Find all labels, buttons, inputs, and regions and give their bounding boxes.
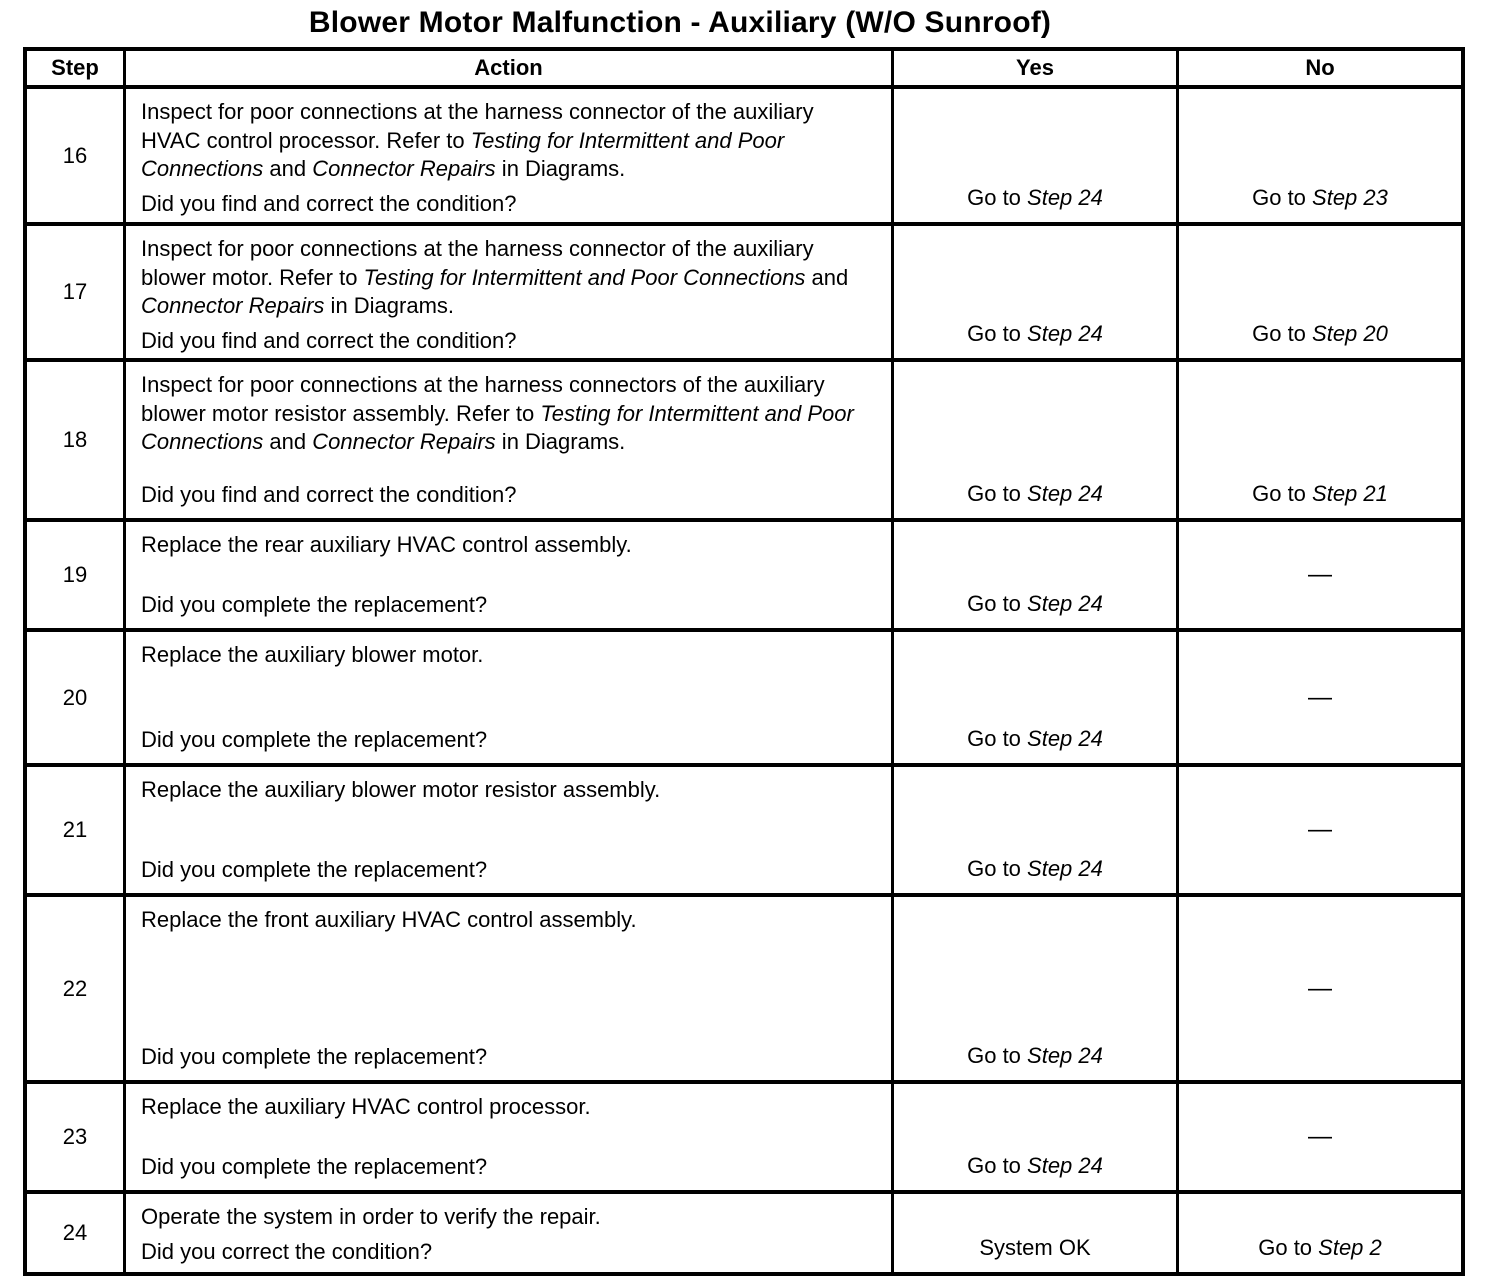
action-question: Did you complete the replacement? (141, 727, 488, 753)
action-cell (126, 89, 894, 226)
action-cell (126, 897, 894, 1084)
text-segment: in Diagrams. (495, 429, 626, 455)
action-question: Did you find and correct the condition? (141, 482, 517, 508)
column-header-step: Step (27, 51, 126, 89)
text-segment: Operate the system in order to verify the repair. (141, 1204, 601, 1229)
action-description (141, 641, 877, 670)
italic-text-segment: Step 23 (1312, 185, 1388, 211)
action-cell (126, 226, 894, 362)
yes-cell (894, 362, 1179, 522)
text-segment: Go to (967, 856, 1028, 882)
no-value (1252, 320, 1388, 349)
step-cell: 24 (27, 1194, 126, 1272)
action-description (141, 371, 877, 457)
yes-cell (894, 89, 1179, 226)
action-question: Did you correct the condition? (141, 1238, 433, 1264)
no-cell (1179, 897, 1461, 1084)
text-segment: and (805, 264, 849, 290)
step-cell: 20 (27, 632, 126, 767)
text-segment: Replace the auxiliary blower motor resistor assembly. (141, 777, 661, 802)
text-segment: Inspect for poor connections at the harness connectors of the auxiliary blower motor resistor assembly. Refer to (141, 372, 825, 426)
column-header-yes: Yes (894, 51, 1179, 89)
italic-text-segment: Connector Repairs (312, 429, 496, 455)
text-segment: Go to (967, 591, 1028, 617)
no-cell (1179, 632, 1461, 767)
action-question: Did you find and correct the condition? (141, 190, 517, 216)
text-segment: — (1308, 816, 1332, 844)
step-cell: 21 (27, 767, 126, 897)
action-cell (126, 632, 894, 767)
no-value (1308, 973, 1332, 1004)
step-cell: 22 (27, 897, 126, 1084)
no-cell (1179, 1084, 1461, 1194)
text-segment: in Diagrams. (495, 156, 626, 182)
text-segment: Replace the auxiliary HVAC control processor. (141, 1094, 591, 1119)
step-cell: 19 (27, 522, 126, 632)
action-description (141, 1203, 877, 1232)
italic-text-segment: Step 24 (1027, 591, 1103, 617)
text-segment: Go to (1252, 481, 1313, 507)
yes-value (979, 1234, 1090, 1263)
yes-cell (894, 897, 1179, 1084)
yes-value (967, 1042, 1103, 1071)
action-question: Did you complete the replacement? (141, 1154, 488, 1180)
yes-cell (894, 522, 1179, 632)
page-title: Blower Motor Malfunction - Auxiliary (W/O Sunroof) (308, 6, 1052, 39)
italic-text-segment: Step 20 (1312, 321, 1388, 347)
text-segment: Replace the rear auxiliary HVAC control assembly. (141, 532, 632, 557)
no-value (1308, 1121, 1332, 1152)
text-segment: Inspect for poor connections at the harness connector of the auxiliary HVAC control processor. Refer to (141, 99, 814, 153)
yes-cell (894, 632, 1179, 767)
text-segment: System OK (979, 1235, 1091, 1261)
no-cell (1179, 1194, 1461, 1272)
action-description (141, 906, 877, 935)
text-segment: — (1308, 1123, 1332, 1151)
no-cell (1179, 767, 1461, 897)
yes-cell (894, 1194, 1179, 1272)
yes-value (967, 320, 1103, 349)
action-cell (126, 522, 894, 632)
action-cell (126, 362, 894, 522)
yes-value (967, 855, 1103, 884)
action-description (141, 235, 877, 321)
no-value (1258, 1234, 1382, 1263)
no-cell (1179, 226, 1461, 362)
yes-value (967, 725, 1103, 754)
italic-text-segment: Testing for Intermittent and Poor Connections (141, 127, 785, 182)
text-segment: — (1308, 683, 1332, 711)
no-cell (1179, 522, 1461, 632)
step-cell: 16 (27, 89, 126, 226)
italic-text-segment: Testing for Intermittent and Poor Connections (141, 400, 854, 455)
no-value (1308, 814, 1332, 845)
text-segment: and (263, 429, 313, 455)
yes-cell (894, 1084, 1179, 1194)
action-question: Did you find and correct the condition? (141, 327, 517, 353)
text-segment: Go to (967, 321, 1028, 347)
no-value (1308, 682, 1332, 713)
italic-text-segment: Step 24 (1027, 726, 1103, 752)
italic-text-segment: Connector Repairs (312, 156, 496, 182)
yes-value (967, 480, 1103, 509)
text-segment: Replace the auxiliary blower motor. (141, 642, 484, 667)
yes-value (967, 590, 1103, 619)
text-segment: Go to (1258, 1235, 1319, 1261)
diagnostic-table (23, 47, 1465, 1276)
italic-text-segment: Step 2 (1318, 1235, 1382, 1261)
yes-cell (894, 226, 1179, 362)
action-question: Did you complete the replacement? (141, 1044, 488, 1070)
text-segment: Go to (967, 726, 1028, 752)
text-segment: Replace the front auxiliary HVAC control assembly. (141, 907, 637, 932)
column-header-action: Action (126, 51, 894, 89)
action-cell (126, 767, 894, 897)
action-question: Did you complete the replacement? (141, 592, 488, 618)
action-cell (126, 1084, 894, 1194)
no-cell (1179, 362, 1461, 522)
text-segment: — (1308, 561, 1332, 589)
italic-text-segment: Connector Repairs (141, 293, 325, 319)
text-segment: in Diagrams. (324, 293, 455, 319)
italic-text-segment: Step 24 (1027, 481, 1103, 507)
yes-value (967, 1152, 1103, 1181)
yes-value (967, 184, 1103, 213)
step-cell: 23 (27, 1084, 126, 1194)
no-value (1308, 559, 1332, 590)
italic-text-segment: Step 24 (1027, 1153, 1103, 1179)
no-value (1252, 184, 1388, 213)
text-segment: Inspect for poor connections at the harness connector of the auxiliary blower motor. Refer to (141, 236, 814, 290)
action-description (141, 776, 877, 805)
action-question: Did you complete the replacement? (141, 857, 488, 883)
text-segment: — (1308, 974, 1332, 1002)
no-cell (1179, 89, 1461, 226)
text-segment: Go to (967, 1043, 1028, 1069)
italic-text-segment: Step 24 (1027, 321, 1103, 347)
column-header-no: No (1179, 51, 1461, 89)
italic-text-segment: Step 24 (1027, 856, 1103, 882)
italic-text-segment: Testing for Intermittent and Poor Connections (363, 264, 806, 290)
no-value (1252, 480, 1388, 509)
action-description (141, 98, 877, 184)
step-cell: 18 (27, 362, 126, 522)
yes-cell (894, 767, 1179, 897)
text-segment: Go to (1252, 185, 1313, 211)
text-segment: Go to (1252, 321, 1313, 347)
italic-text-segment: Step 24 (1027, 1043, 1103, 1069)
action-cell (126, 1194, 894, 1272)
text-segment: and (263, 156, 313, 182)
italic-text-segment: Step 21 (1312, 481, 1388, 507)
step-cell: 17 (27, 226, 126, 362)
italic-text-segment: Step 24 (1027, 185, 1103, 211)
text-segment: Go to (967, 1153, 1028, 1179)
action-description (141, 531, 877, 560)
text-segment: Go to (967, 185, 1028, 211)
text-segment: Go to (967, 481, 1028, 507)
action-description (141, 1093, 877, 1122)
